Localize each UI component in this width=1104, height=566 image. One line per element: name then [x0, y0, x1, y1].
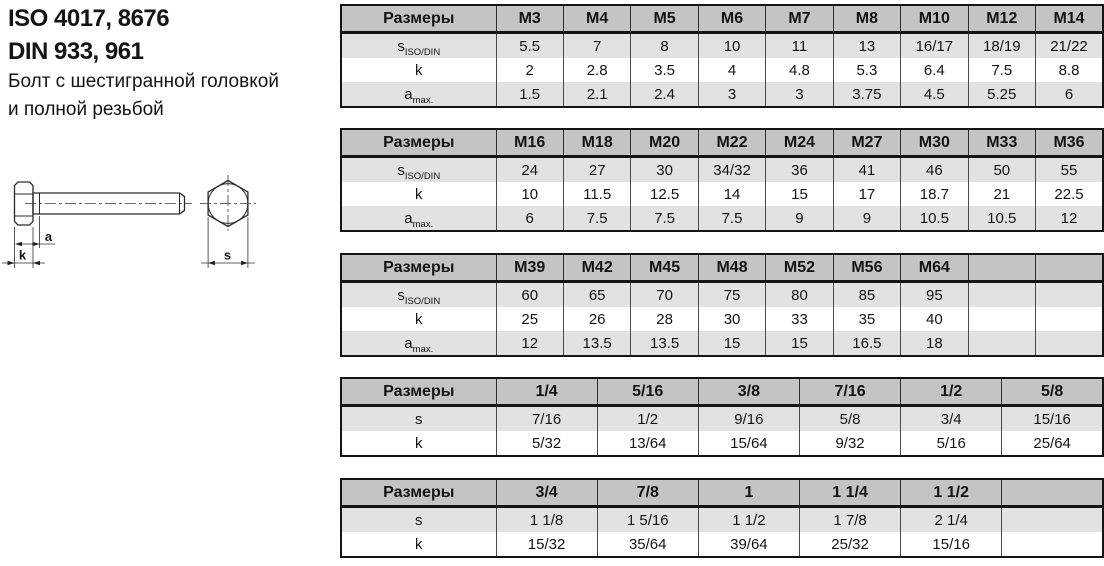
table-row [341, 157, 1103, 183]
column-header: M14 [1036, 5, 1104, 33]
product-description-line2: и полной резьбой [8, 99, 164, 120]
value-cell: 36 [766, 157, 833, 183]
value-cell: 9/32 [799, 431, 900, 456]
value-cell: 5/8 [799, 406, 900, 432]
value-cell: 5/16 [901, 431, 1002, 456]
value-cell: 75 [698, 282, 765, 308]
value-cell: 7/16 [496, 406, 597, 432]
column-header: M30 [901, 129, 968, 157]
column-header: M3 [496, 5, 563, 33]
column-header: M36 [1036, 129, 1104, 157]
product-description-line1: Болт с шестигранной головкой [8, 71, 279, 92]
table-corner-header: Размеры [341, 5, 496, 33]
arrow-a-right [33, 242, 40, 247]
value-cell: 12.5 [631, 182, 698, 206]
column-header [1002, 479, 1103, 507]
row-label-main: a [404, 209, 413, 227]
value-cell: 6.4 [901, 58, 968, 82]
value-cell: 25/64 [1002, 431, 1103, 456]
row-label [341, 282, 496, 308]
row-label-subscript: ISO/DIN [404, 46, 441, 58]
row-label-subscript: max. [412, 343, 434, 355]
column-header: 5/8 [1002, 378, 1103, 406]
row-label-main: k [415, 310, 423, 328]
value-cell: 27 [563, 157, 630, 183]
column-header: M20 [631, 129, 698, 157]
value-cell: 15 [766, 331, 833, 356]
value-cell: 5.25 [968, 82, 1035, 107]
value-cell: 3 [698, 82, 765, 107]
value-cell: 17 [833, 182, 900, 206]
value-cell: 22.5 [1036, 182, 1104, 206]
value-cell: 10.5 [968, 206, 1035, 231]
row-label-main: s [397, 37, 405, 55]
value-cell: 18.7 [901, 182, 968, 206]
column-header: M18 [563, 129, 630, 157]
row-label [341, 406, 496, 432]
column-header: 1 [698, 479, 799, 507]
value-cell: 15 [698, 331, 765, 356]
value-cell: 9 [766, 206, 833, 231]
column-header: M7 [766, 5, 833, 33]
arrow-k-left [8, 261, 15, 266]
value-cell: 14 [698, 182, 765, 206]
table-corner-header: Размеры [341, 479, 496, 507]
value-cell: 21/22 [1036, 33, 1104, 59]
column-header: M56 [833, 254, 900, 282]
table-row [341, 431, 1103, 456]
value-cell: 11 [766, 33, 833, 59]
column-header: M22 [698, 129, 765, 157]
value-cell: 10.5 [901, 206, 968, 231]
value-cell: 3 [766, 82, 833, 107]
row-label-main: k [415, 185, 423, 203]
value-cell: 55 [1036, 157, 1104, 183]
row-label-main: s [397, 286, 405, 304]
table-row [341, 507, 1103, 533]
column-header: M5 [631, 5, 698, 33]
value-cell: 13/64 [597, 431, 698, 456]
row-label-main: k [415, 61, 423, 79]
row-label-main: a [404, 85, 413, 103]
column-header: M39 [496, 254, 563, 282]
column-header: 1/4 [496, 378, 597, 406]
value-cell: 26 [563, 307, 630, 331]
row-label-subscript: max. [412, 218, 434, 230]
table-row [341, 33, 1103, 59]
column-header: 1 1/2 [901, 479, 1002, 507]
value-cell: 13.5 [631, 331, 698, 356]
row-label-subscript: ISO/DIN [404, 295, 441, 307]
value-cell: 2.1 [563, 82, 630, 107]
value-cell: 2.4 [631, 82, 698, 107]
value-cell [1002, 532, 1103, 557]
value-cell: 10 [698, 33, 765, 59]
value-cell [968, 307, 1035, 331]
column-header: M16 [496, 129, 563, 157]
value-cell: 1.5 [496, 82, 563, 107]
value-cell [968, 331, 1035, 356]
dim-label-a: a [44, 229, 53, 244]
column-header: M64 [901, 254, 968, 282]
table-row [341, 282, 1103, 308]
value-cell: 10 [496, 182, 563, 206]
column-header: 1/2 [901, 378, 1002, 406]
table-row [341, 182, 1103, 206]
value-cell: 15/16 [1002, 406, 1103, 432]
value-cell: 7.5 [563, 206, 630, 231]
row-label [341, 431, 496, 456]
value-cell: 12 [1036, 206, 1104, 231]
size-table-3 [340, 253, 1104, 357]
row-label-main: a [404, 334, 413, 352]
column-header: M27 [833, 129, 900, 157]
table-row [341, 307, 1103, 331]
row-label [341, 157, 496, 183]
column-header: M33 [968, 129, 1035, 157]
column-header: M42 [563, 254, 630, 282]
row-label-main: s [415, 511, 423, 529]
value-cell: 2.8 [563, 58, 630, 82]
value-cell: 3.5 [631, 58, 698, 82]
row-label-main: s [397, 161, 405, 179]
table-corner-header: Размеры [341, 254, 496, 282]
value-cell: 25/32 [799, 532, 900, 557]
size-table-4 [340, 377, 1104, 457]
value-cell: 24 [496, 157, 563, 183]
value-cell: 46 [901, 157, 968, 183]
column-header: 7/16 [799, 378, 900, 406]
value-cell: 15/32 [496, 532, 597, 557]
row-label [341, 82, 496, 107]
value-cell: 21 [968, 182, 1035, 206]
column-header: M12 [968, 5, 1035, 33]
value-cell: 25 [496, 307, 563, 331]
column-header: M45 [631, 254, 698, 282]
value-cell: 4 [698, 58, 765, 82]
value-cell [1036, 307, 1104, 331]
value-cell: 11.5 [563, 182, 630, 206]
value-cell: 1 5/16 [597, 507, 698, 533]
value-cell: 7 [563, 33, 630, 59]
value-cell: 9/16 [698, 406, 799, 432]
value-cell: 13 [833, 33, 900, 59]
bolt-technical-drawing [0, 150, 300, 290]
arrow-s-left [208, 261, 215, 266]
value-cell: 5.5 [496, 33, 563, 59]
column-header: M4 [563, 5, 630, 33]
value-cell: 3.75 [833, 82, 900, 107]
column-header: M48 [698, 254, 765, 282]
iso-standard-title: ISO 4017, 8676 [8, 5, 170, 32]
row-label [341, 532, 496, 557]
value-cell: 33 [766, 307, 833, 331]
value-cell: 12 [496, 331, 563, 356]
column-header: 3/4 [496, 479, 597, 507]
row-label [341, 331, 496, 356]
row-label-subscript: max. [412, 94, 434, 106]
value-cell: 95 [901, 282, 968, 308]
size-table-1 [340, 4, 1104, 108]
value-cell: 8 [631, 33, 698, 59]
row-label-main: s [415, 410, 423, 428]
value-cell: 2 1/4 [901, 507, 1002, 533]
row-label [341, 206, 496, 231]
value-cell: 8.8 [1036, 58, 1104, 82]
table-row [341, 58, 1103, 82]
row-label-subscript: ISO/DIN [404, 170, 441, 182]
table-corner-header: Размеры [341, 129, 496, 157]
arrow-s-right [241, 261, 248, 266]
value-cell: 9 [833, 206, 900, 231]
value-cell: 28 [631, 307, 698, 331]
column-header: 3/8 [698, 378, 799, 406]
value-cell: 7.5 [698, 206, 765, 231]
size-table-2 [340, 128, 1104, 232]
column-header: M52 [766, 254, 833, 282]
column-header [1036, 254, 1104, 282]
row-label-main: k [415, 535, 423, 553]
table-row [341, 406, 1103, 432]
value-cell: 5.3 [833, 58, 900, 82]
value-cell: 30 [631, 157, 698, 183]
value-cell: 15/16 [901, 532, 1002, 557]
value-cell: 18 [901, 331, 968, 356]
column-header: 1 1/4 [799, 479, 900, 507]
value-cell: 4.8 [766, 58, 833, 82]
value-cell: 18/19 [968, 33, 1035, 59]
value-cell: 7.5 [968, 58, 1035, 82]
value-cell [1036, 282, 1104, 308]
column-header: 5/16 [597, 378, 698, 406]
column-header: 7/8 [597, 479, 698, 507]
table-row [341, 82, 1103, 107]
value-cell [1002, 507, 1103, 533]
column-header: M10 [901, 5, 968, 33]
row-label [341, 182, 496, 206]
din-standard-title: DIN 933, 961 [8, 38, 144, 65]
value-cell: 70 [631, 282, 698, 308]
value-cell: 39/64 [698, 532, 799, 557]
value-cell: 30 [698, 307, 765, 331]
value-cell: 13.5 [563, 331, 630, 356]
value-cell: 5/32 [496, 431, 597, 456]
value-cell: 7.5 [631, 206, 698, 231]
value-cell [968, 282, 1035, 308]
arrow-k-right [33, 261, 40, 266]
value-cell: 1 7/8 [799, 507, 900, 533]
column-header: M6 [698, 5, 765, 33]
table-row [341, 206, 1103, 231]
table-row [341, 532, 1103, 557]
value-cell: 15 [766, 182, 833, 206]
value-cell: 35 [833, 307, 900, 331]
value-cell: 60 [496, 282, 563, 308]
value-cell: 80 [766, 282, 833, 308]
value-cell: 6 [1036, 82, 1104, 107]
row-label [341, 33, 496, 59]
title-block [8, 2, 279, 124]
value-cell: 40 [901, 307, 968, 331]
value-cell: 41 [833, 157, 900, 183]
value-cell: 1 1/8 [496, 507, 597, 533]
arrow-a-left [15, 242, 22, 247]
value-cell: 1/2 [597, 406, 698, 432]
size-table-5 [340, 478, 1104, 558]
table-corner-header: Размеры [341, 378, 496, 406]
value-cell: 34/32 [698, 157, 765, 183]
value-cell: 50 [968, 157, 1035, 183]
column-header [968, 254, 1035, 282]
dim-label-k: k [18, 247, 27, 263]
row-label-main: k [415, 434, 423, 452]
row-label [341, 307, 496, 331]
dim-label-s: s [223, 247, 232, 263]
value-cell: 16.5 [833, 331, 900, 356]
row-label [341, 58, 496, 82]
value-cell: 4.5 [901, 82, 968, 107]
value-cell: 6 [496, 206, 563, 231]
value-cell: 15/64 [698, 431, 799, 456]
value-cell: 85 [833, 282, 900, 308]
value-cell: 35/64 [597, 532, 698, 557]
row-label [341, 507, 496, 533]
column-header: M8 [833, 5, 900, 33]
column-header: M24 [766, 129, 833, 157]
value-cell: 16/17 [901, 33, 968, 59]
value-cell: 3/4 [901, 406, 1002, 432]
value-cell: 2 [496, 58, 563, 82]
value-cell: 1 1/2 [698, 507, 799, 533]
value-cell: 65 [563, 282, 630, 308]
table-row [341, 331, 1103, 356]
value-cell [1036, 331, 1104, 356]
